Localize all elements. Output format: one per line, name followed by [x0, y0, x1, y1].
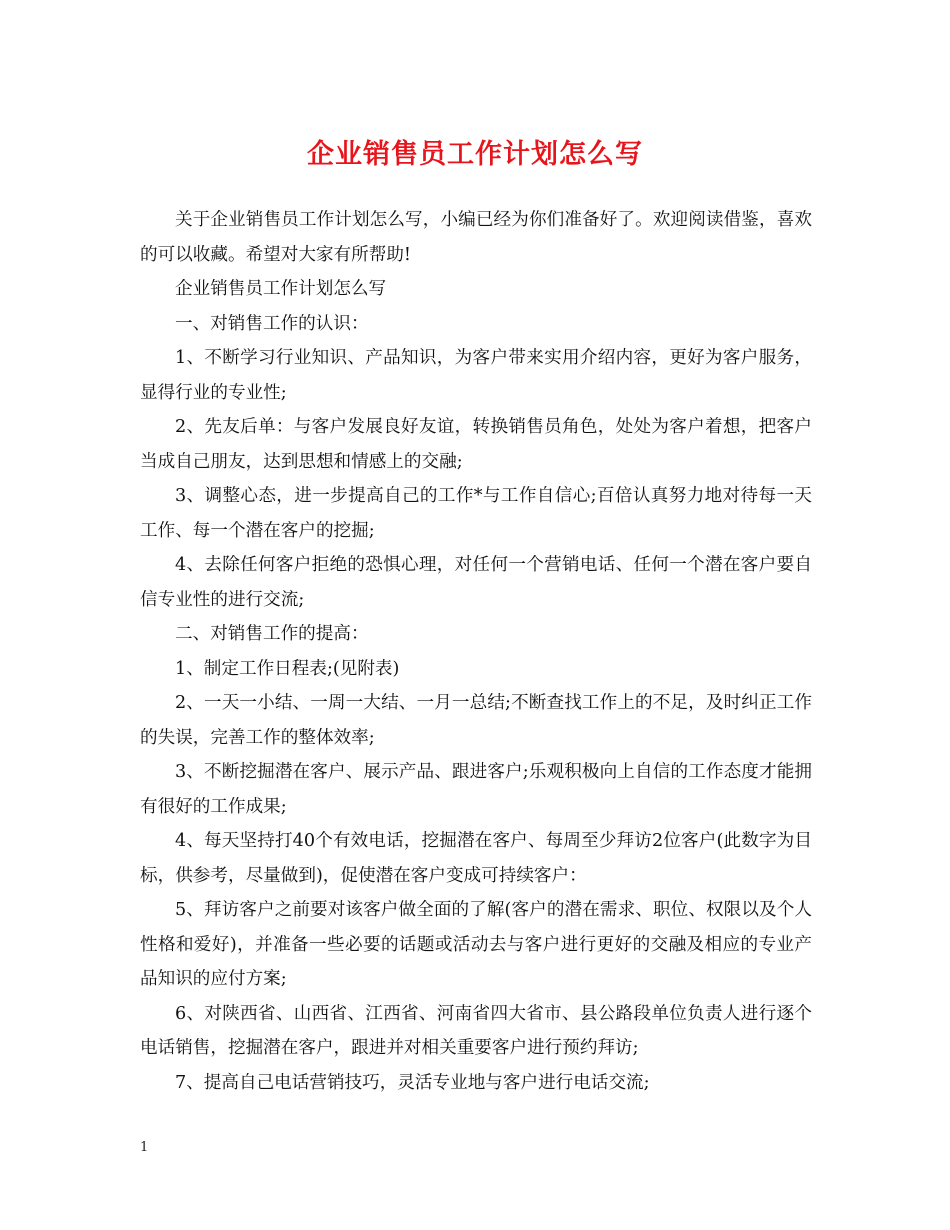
section-heading-1: 一、对销售工作的认识： — [175, 313, 369, 334]
list-item: 2、一天一小结、一周一大结、一月一总结;不断查找工作上的不足，及时纠正工作的失误，完善工作的整体效率; — [140, 693, 812, 748]
list-item: 7、提高自己电话营销技巧，灵活专业地与客户进行电话交流; — [175, 1072, 650, 1093]
document-body — [140, 203, 812, 1100]
list-item: 1、不断学习行业知识、产品知识，为客户带来实用介绍内容，更好为客户服务，显得行业的专业性; — [140, 348, 812, 403]
list-item: 5、拜访客户之前要对该客户做全面的了解(客户的潜在需求、职位、权限以及个人性格和爱好)，并准备一些必要的话题或活动去与客户进行更好的交融及相应的专业产品知识的应付方案; — [140, 900, 812, 989]
list-item: 2、先友后单：与客户发展良好友谊，转换销售员角色，处处为客户着想，把客户当成自己朋友，达到思想和情感上的交融; — [140, 417, 812, 472]
paragraph-intro: 关于企业销售员工作计划怎么写，小编已经为你们准备好了。欢迎阅读借鉴，喜欢的可以收藏。希望对大家有所帮助! — [140, 210, 812, 265]
paragraph-heading: 企业销售员工作计划怎么写 — [175, 279, 387, 299]
list-item: 4、去除任何客户拒绝的恐惧心理，对任何一个营销电话、任何一个潜在客户要自信专业性的进行交流; — [140, 555, 812, 610]
document-title: 企业销售员工作计划怎么写 — [307, 139, 643, 170]
list-item: 3、调整心态，进一步提高自己的工作*与工作自信心;百倍认真努力地对待每一天工作、每一个潜在客户的挖掘; — [140, 486, 812, 541]
section-heading-2: 二、对销售工作的提高： — [175, 624, 369, 644]
list-item: 4、每天坚持打40个有效电话，挖掘潜在客户、每周至少拜访2位客户(此数字为目标，供参考，尽量做到)，促使潜在客户变成可持续客户： — [140, 831, 812, 886]
list-item: 1、制定工作日程表;(见附表) — [175, 658, 400, 679]
list-item: 3、不断挖掘潜在客户、展示产品、跟进客户;乐观积极向上自信的工作态度才能拥有很好的工作成果; — [140, 762, 812, 817]
page-number: 1 — [140, 1140, 149, 1155]
list-item: 6、对陕西省、山西省、江西省、河南省四大省市、县公路段单位负责人进行逐个电话销售，挖掘潜在客户，跟进并对相关重要客户进行预约拜访; — [140, 1003, 812, 1058]
